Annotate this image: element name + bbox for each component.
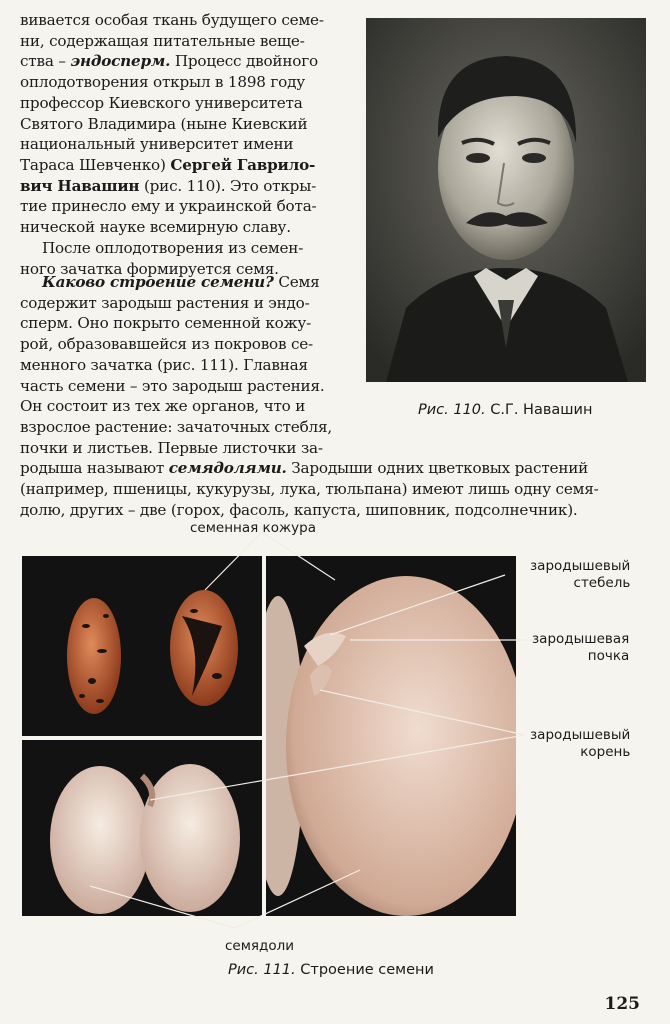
text-line: нической науке всемирную славу. <box>20 218 291 237</box>
figure-110-title: С.Г. Навашин <box>490 402 593 418</box>
text-line: национальный университет имени <box>20 135 294 154</box>
scientist-name: Сергей Гаврило- <box>170 155 316 174</box>
text-line: (например, пшеницы, кукурузы, лука, тюльпана) имеют лишь одну семя- <box>20 480 599 499</box>
figure-111-title: Строение семени <box>300 962 434 978</box>
text-line: долю, других – две (горох, фасоль, капуста, шиповник, подсолнечник). <box>20 500 578 519</box>
label-embryo-root: зародышевый корень <box>530 727 631 760</box>
label-cotyledons: семядоли <box>225 938 295 954</box>
text-line: рой, образовавшейся из покровов се- <box>20 335 313 354</box>
text-line: часть семени – это зародыш растения. <box>20 376 325 395</box>
text-line: ни, содержащая питательные веще- <box>20 31 305 50</box>
text-line: Тараса Шевченко) Сергей Гаврило- <box>20 155 316 174</box>
text-line: Он состоит из тех же органов, что и <box>20 397 306 416</box>
text-line: ного зачатка формируется семя. <box>20 259 279 278</box>
label-seed-coat: семенная кожура <box>190 520 316 536</box>
section-question: Каково строение семени? <box>42 273 274 291</box>
figure-110-number: Рис. 110. <box>418 402 486 418</box>
text-line: Святого Владимира (ныне Киевский <box>20 114 308 133</box>
text-line: содержит зародыш растения и эндо- <box>20 293 310 312</box>
term-endosperm: эндосперм. <box>70 52 171 71</box>
text-line: ства – эндосперм. Процесс двойного <box>20 52 318 71</box>
text-line: менного зачатка (рис. 111). Главная <box>20 355 308 374</box>
text-line: оплодотворения открыл в 1898 году <box>20 73 305 92</box>
figure-111-caption <box>228 962 434 978</box>
text-line: почки и листьев. Первые листочки за- <box>20 438 323 457</box>
text-line: взрослое растение: зачаточных стебля, <box>20 417 332 436</box>
term-cotyledons: семядолями. <box>168 459 287 478</box>
label-embryo-stem: зародышевый стебель <box>530 558 631 591</box>
text-line: сперм. Оно покрыто семенной кожу- <box>20 314 312 333</box>
text-line: тие принесло ему и украинской бота- <box>20 197 317 216</box>
text-line: вивается особая ткань будущего семе- <box>20 11 324 29</box>
text-line: вич Навашин (рис. 110). Это откры- <box>20 176 317 195</box>
text-line: профессор Киевского университета <box>20 93 303 112</box>
text-line: родыша называют семядолями. Зародыши одних цветковых растений <box>20 459 589 478</box>
figure-111-number: Рис. 111. <box>228 962 296 978</box>
text-line: Каково строение семени? Семя <box>42 273 320 291</box>
page-number: 125 <box>604 994 640 1014</box>
label-embryo-bud: зародышевая почка <box>532 631 630 664</box>
text-line: После оплодотворения из семен- <box>42 239 304 257</box>
